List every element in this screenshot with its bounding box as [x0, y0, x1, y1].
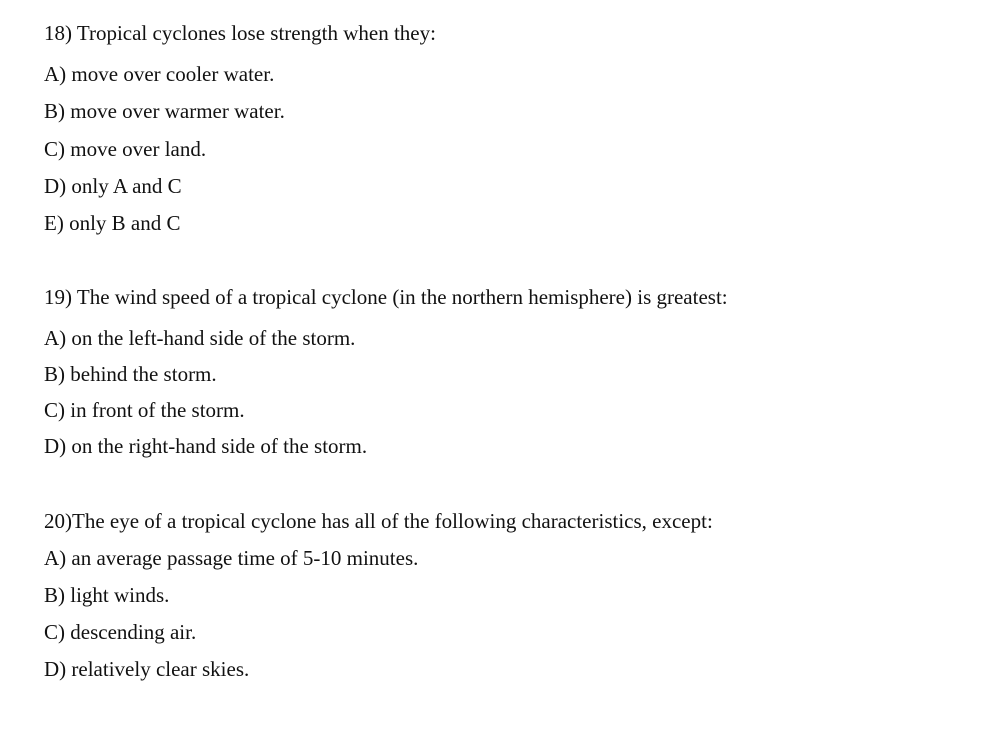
answer-option: D) on the right-hand side of the storm.: [44, 434, 368, 458]
answer-option: B) move over warmer water.: [44, 99, 285, 123]
answer-option: A) an average passage time of 5-10 minutes.: [44, 546, 419, 570]
answer-option: C) move over land.: [44, 137, 207, 161]
answer-option: D) only A and C: [44, 174, 182, 198]
answer-option: D) relatively clear skies.: [44, 657, 250, 681]
answer-option: B) light winds.: [44, 583, 170, 607]
answer-option: C) descending air.: [44, 620, 197, 644]
answer-option: A) on the left-hand side of the storm.: [44, 326, 356, 350]
question-stem: 19) The wind speed of a tropical cyclone (in the northern hemisphere) is greatest:: [44, 285, 728, 309]
question-stem: 18) Tropical cyclones lose strength when they:: [44, 21, 436, 45]
answer-option: E) only B and C: [44, 211, 181, 235]
question-stem: 20)The eye of a tropical cyclone has all of the following characteristics, except:: [44, 509, 713, 533]
answer-option: A) move over cooler water.: [44, 62, 275, 86]
answer-option: B) behind the storm.: [44, 362, 217, 386]
answer-option: C) in front of the storm.: [44, 398, 245, 422]
